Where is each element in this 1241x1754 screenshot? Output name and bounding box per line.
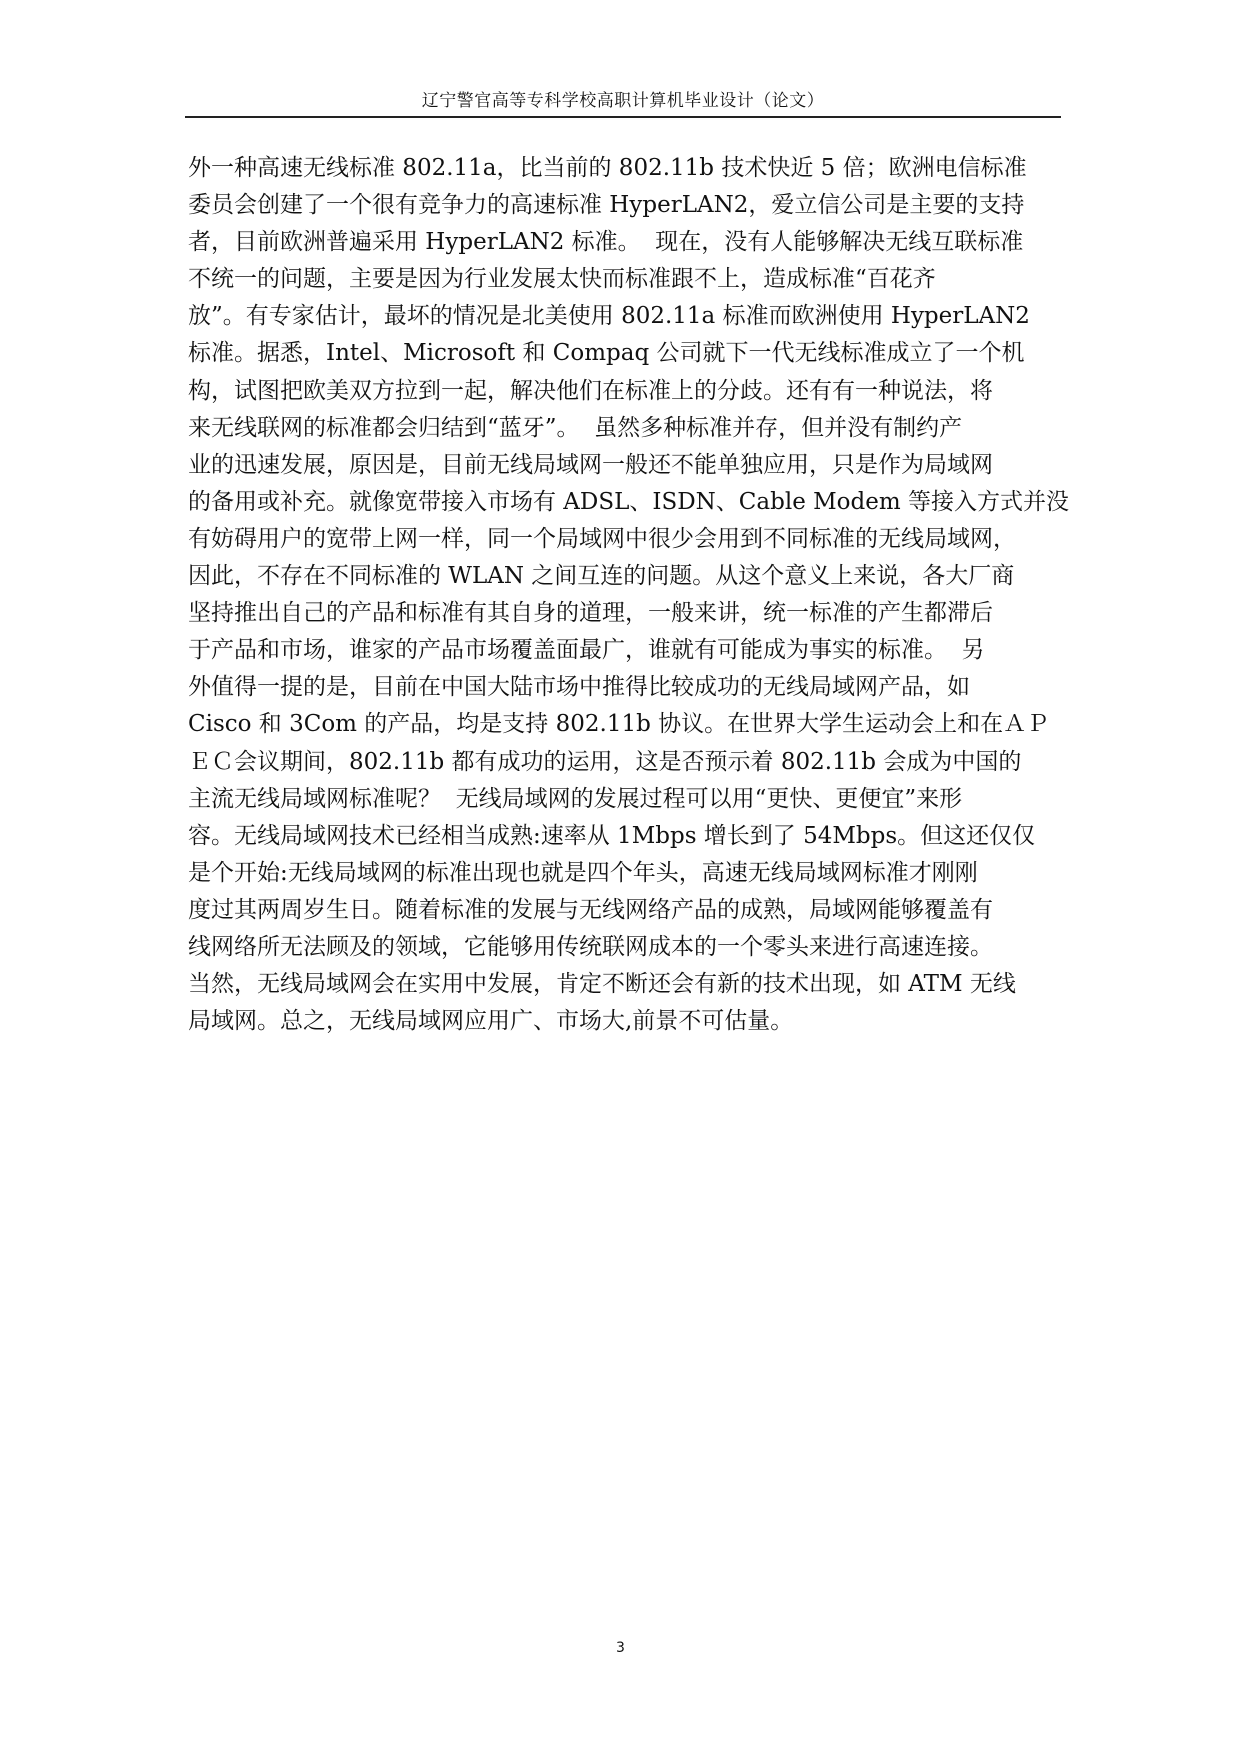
body-line: 业的迅速发展，原因是，目前无线局域网一般还不能单独应用，只是作为局域网 (188, 451, 993, 478)
body-line: Cisco 和 3Com 的产品，均是支持 802.11b 协议。在世界大学生运动会上和在ＡＰ (188, 711, 1050, 738)
body-line: 委员会创建了一个很有竞争力的高速标准 HyperLAN2，爱立信公司是主要的支持 (188, 192, 1025, 219)
body-line: 线网络所无法顾及的领域，它能够用传统联网成本的一个零头来进行高速连接。 (188, 933, 993, 960)
body-line: 主流无线局域网标准呢？ 无线局域网的发展过程可以用“更快、更便宜”来形 (188, 785, 963, 812)
body-paragraph (188, 150, 1070, 1040)
body-line: 放”。有专家估计，最坏的情况是北美使用 802.11a 标准而欧洲使用 HyperLAN2 (188, 303, 1030, 330)
header-divider (185, 116, 1061, 118)
body-line: 者，目前欧洲普遍采用 HyperLAN2 标准。 现在，没有人能够解决无线互联标准 (188, 229, 1024, 256)
body-line: 是个开始:无线局域网的标准出现也就是四个年头，高速无线局域网标准才刚刚 (188, 859, 978, 886)
body-line: 标准。据悉，Intel、Microsoft 和 Compaq 公司就下一代无线标准成立了一个机 (188, 340, 1025, 367)
page-header-title: 辽宁警官高等专科学校高职计算机毕业设计（论文） (421, 91, 825, 111)
body-line: 于产品和市场，谁家的产品市场覆盖面最广，谁就有可能成为事实的标准。 另 (188, 637, 985, 664)
page-number: 3 (616, 1640, 625, 1656)
body-line: 当然，无线局域网会在实用中发展，肯定不断还会有新的技术出现，如 ATM 无线 (188, 971, 1016, 998)
body-line: 容。无线局域网技术已经相当成熟:速率从 1Mbps 增长到了 54Mbps。但这还仅仅 (188, 822, 1036, 849)
body-line: 构，试图把欧美双方拉到一起，解决他们在标准上的分歧。还有有一种说法，将 (188, 377, 993, 404)
body-line: 局域网。总之，无线局域网应用广、市场大,前景不可估量。 (188, 1008, 794, 1035)
body-line: 因此，不存在不同标准的 WLAN 之间互连的问题。从这个意义上来说，各大厂商 (188, 563, 1015, 590)
body-line: 有妨碍用户的宽带上网一样，同一个局域网中很少会用到不同标准的无线局域网， (188, 525, 1016, 552)
body-line: 坚持推出自己的产品和标准有其自身的道理，一般来讲，统一标准的产生都滞后 (188, 600, 993, 627)
body-line: ＥＣ会议期间，802.11b 都有成功的运用，这是否预示着 802.11b 会成为中国的 (188, 748, 1022, 775)
body-line: 的备用或补充。就像宽带接入市场有 ADSL、ISDN、Cable Modem 等接入方式并没 (188, 488, 1069, 515)
body-line: 不统一的问题，主要是因为行业发展太快而标准跟不上，造成标准“百花齐 (188, 266, 936, 293)
body-line: 外一种高速无线标准 802.11a，比当前的 802.11b 技术快近 5 倍；欧洲电信标准 (188, 155, 1027, 181)
body-line: 外值得一提的是，目前在中国大陆市场中推得比较成功的无线局域网产品，如 (188, 674, 970, 701)
body-line: 度过其两周岁生日。随着标准的发展与无线网络产品的成熟，局域网能够覆盖有 (188, 896, 993, 923)
body-line: 来无线联网的标准都会归结到“蓝牙”。 虽然多种标准并存，但并没有制约产 (188, 414, 963, 441)
